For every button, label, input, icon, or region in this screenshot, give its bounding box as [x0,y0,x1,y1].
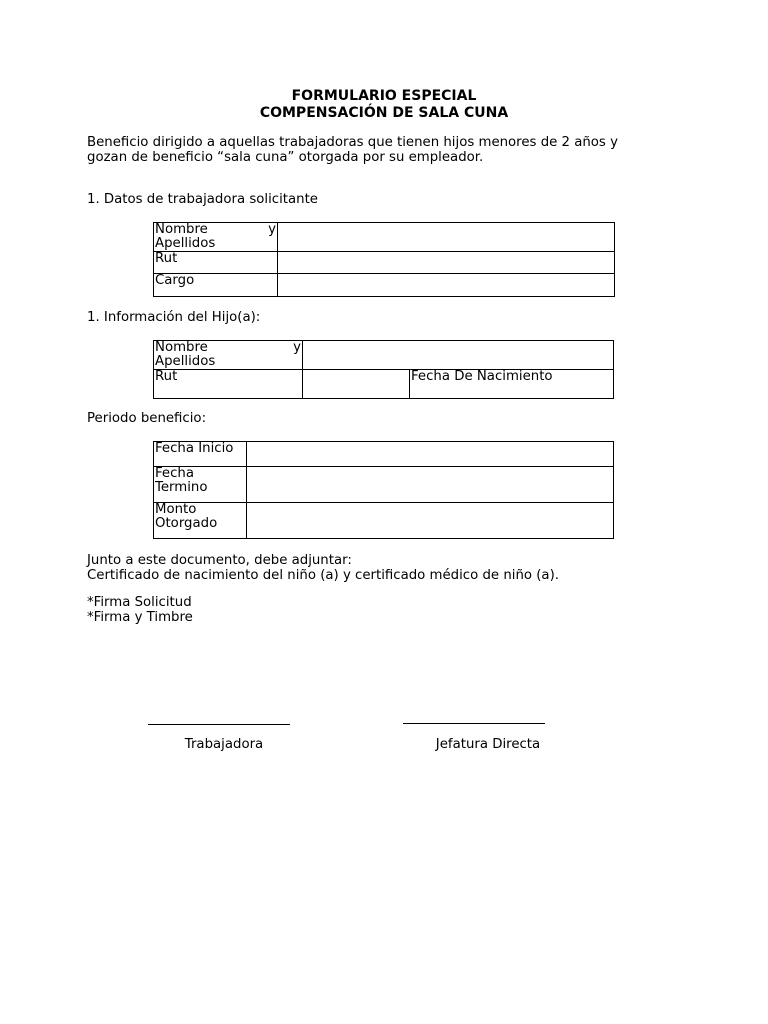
worker-cargo-field[interactable] [278,274,615,297]
section-worker-heading: 1. Datos de trabajadora solicitante [87,192,318,207]
note-firma-timbre: *Firma y Timbre [87,610,193,625]
child-name-label [154,341,303,370]
worker-rut-field[interactable] [278,252,615,274]
child-birthdate-label[interactable]: Fecha De Nacimiento [410,370,614,399]
worker-rut-label: Rut [154,252,278,274]
end-date-label-b: Termino [155,480,208,495]
form-subtitle: COMPENSACIÓN DE SALA CUNA [259,105,509,121]
signature-label-supervisor: Jefatura Directa [435,737,541,752]
worker-name-label-y: y [268,222,276,237]
start-date-field[interactable] [247,442,614,467]
end-date-label-a: Fecha [155,466,194,481]
section-child-heading: 1. Información del Hijo(a): [87,310,261,325]
note-firma-solicitud: *Firma Solicitud [87,595,192,610]
end-date-label [154,467,247,503]
worker-data-table [153,222,615,297]
signature-label-worker: Trabajadora [184,737,264,752]
child-rut-label: Rut [154,370,303,399]
child-name-label-y: y [293,340,301,355]
child-name-label-a: Nombre [155,340,208,355]
worker-cargo-label: Cargo [154,274,278,297]
child-data-table [153,340,614,399]
end-date-field[interactable] [247,467,614,503]
intro-line-2: gozan de beneficio “sala cuna” otorgada por su empleador. [87,150,484,165]
attach-line-2: Certificado de nacimiento del niño (a) y certificado médico de niño (a). [87,568,559,583]
worker-name-label-a: Nombre [155,222,208,237]
amount-label [154,503,247,539]
section-period-heading: Periodo beneficio: [87,411,207,426]
signature-line-worker[interactable] [148,724,290,725]
amount-label-a: Monto [155,502,197,517]
intro-line-1: Beneficio dirigido a aquellas trabajadoras que tienen hijos menores de 2 años y [87,135,618,150]
worker-name-label-b: Apellidos [155,236,216,251]
period-table [153,441,614,539]
amount-label-b: Otorgado [155,516,218,531]
signature-line-supervisor[interactable] [403,723,545,724]
form-title: FORMULARIO ESPECIAL [291,88,477,104]
child-name-label-b: Apellidos [155,354,216,369]
attach-line-1: Junto a este documento, debe adjuntar: [87,553,352,568]
child-name-field[interactable] [303,341,614,370]
worker-name-field[interactable] [278,223,615,252]
start-date-label: Fecha Inicio [154,442,247,467]
child-rut-field[interactable] [303,370,410,399]
worker-name-label [154,223,278,252]
amount-field[interactable] [247,503,614,539]
